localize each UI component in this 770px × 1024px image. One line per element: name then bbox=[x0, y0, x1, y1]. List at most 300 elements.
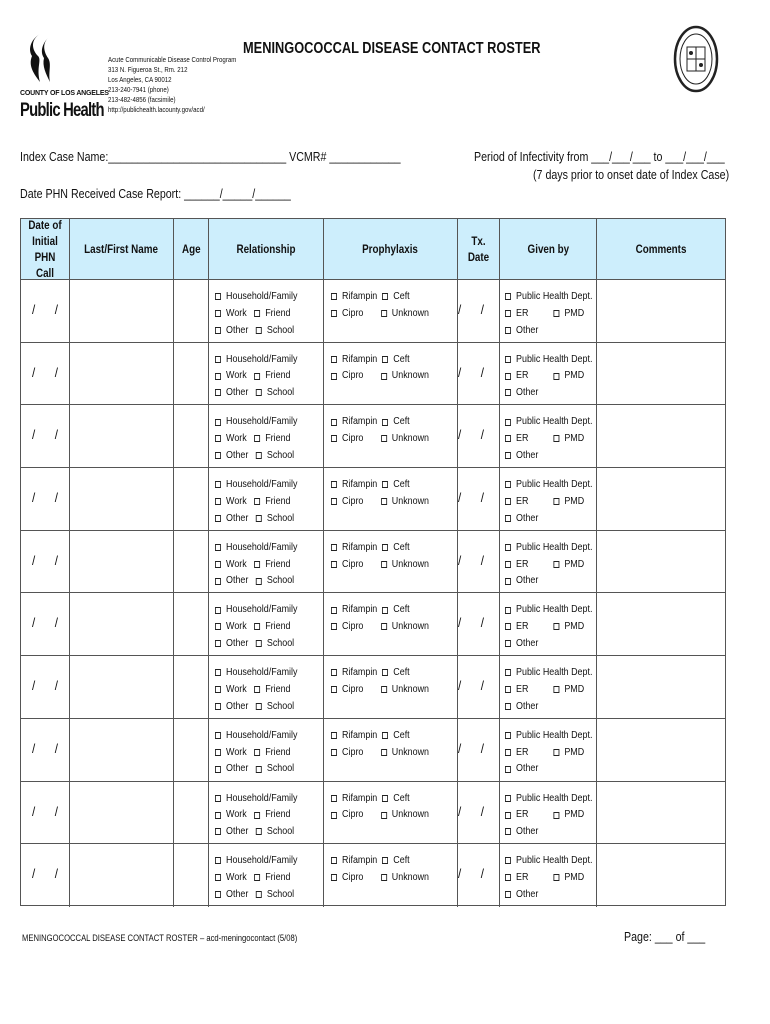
comments-cell[interactable] bbox=[597, 280, 725, 342]
checkbox-icon[interactable] bbox=[254, 623, 260, 630]
checkbox-option[interactable] bbox=[215, 385, 248, 401]
comments-cell[interactable] bbox=[597, 719, 725, 781]
checkbox-option[interactable] bbox=[331, 745, 363, 761]
checkbox-option[interactable] bbox=[505, 573, 538, 589]
name-cell[interactable] bbox=[70, 593, 174, 655]
age-cell[interactable] bbox=[174, 656, 209, 718]
checkbox-option[interactable] bbox=[381, 870, 429, 886]
checkbox-option[interactable] bbox=[505, 540, 592, 556]
checkbox-icon[interactable] bbox=[553, 812, 559, 819]
checkbox-icon[interactable] bbox=[505, 310, 511, 317]
checkbox-option[interactable] bbox=[381, 306, 429, 322]
checkbox-icon[interactable] bbox=[505, 607, 511, 614]
checkbox-option[interactable] bbox=[331, 557, 363, 573]
checkbox-option[interactable] bbox=[505, 352, 592, 368]
phn-received-line[interactable]: Date PHN Received Case Report: ______/_____/______ bbox=[20, 186, 291, 201]
checkbox-icon[interactable] bbox=[215, 607, 221, 614]
checkbox-icon[interactable] bbox=[256, 327, 262, 334]
age-cell[interactable] bbox=[174, 782, 209, 844]
checkbox-option[interactable] bbox=[505, 665, 592, 681]
date-blank[interactable]: / / bbox=[32, 615, 59, 631]
name-cell[interactable] bbox=[70, 719, 174, 781]
index-case-line[interactable]: Index Case Name:______________________________ VCMR# ____________ bbox=[20, 149, 401, 164]
checkbox-option[interactable] bbox=[553, 619, 584, 635]
checkbox-icon[interactable] bbox=[505, 356, 511, 363]
checkbox-option[interactable] bbox=[382, 289, 409, 305]
checkbox-icon[interactable] bbox=[331, 544, 337, 551]
checkbox-option[interactable] bbox=[505, 791, 592, 807]
checkbox-icon[interactable] bbox=[382, 419, 388, 426]
checkbox-option[interactable] bbox=[215, 791, 297, 807]
checkbox-option[interactable] bbox=[215, 511, 248, 527]
checkbox-icon[interactable] bbox=[215, 561, 221, 568]
date-blank[interactable]: / / bbox=[32, 552, 59, 568]
checkbox-icon[interactable] bbox=[505, 766, 511, 773]
checkbox-option[interactable] bbox=[381, 807, 429, 823]
checkbox-icon[interactable] bbox=[381, 812, 387, 819]
checkbox-option[interactable] bbox=[256, 385, 294, 401]
name-cell[interactable] bbox=[70, 343, 174, 405]
checkbox-icon[interactable] bbox=[382, 481, 388, 488]
checkbox-icon[interactable] bbox=[331, 481, 337, 488]
checkbox-option[interactable] bbox=[331, 368, 363, 384]
checkbox-icon[interactable] bbox=[505, 561, 511, 568]
checkbox-option[interactable] bbox=[505, 870, 528, 886]
age-cell[interactable] bbox=[174, 844, 209, 907]
checkbox-icon[interactable] bbox=[382, 607, 388, 614]
checkbox-option[interactable] bbox=[505, 619, 528, 635]
checkbox-option[interactable] bbox=[553, 557, 584, 573]
checkbox-icon[interactable] bbox=[215, 812, 221, 819]
checkbox-icon[interactable] bbox=[382, 795, 388, 802]
checkbox-option[interactable] bbox=[553, 870, 584, 886]
checkbox-icon[interactable] bbox=[215, 419, 221, 426]
checkbox-icon[interactable] bbox=[215, 766, 221, 773]
checkbox-option[interactable] bbox=[256, 824, 294, 840]
checkbox-icon[interactable] bbox=[256, 389, 262, 396]
checkbox-option[interactable] bbox=[215, 665, 297, 681]
checkbox-option[interactable] bbox=[382, 791, 409, 807]
checkbox-icon[interactable] bbox=[215, 481, 221, 488]
checkbox-option[interactable] bbox=[254, 619, 290, 635]
age-cell[interactable] bbox=[174, 405, 209, 467]
checkbox-icon[interactable] bbox=[331, 874, 337, 881]
checkbox-icon[interactable] bbox=[215, 623, 221, 630]
checkbox-option[interactable] bbox=[382, 540, 409, 556]
checkbox-option[interactable] bbox=[381, 368, 429, 384]
checkbox-icon[interactable] bbox=[331, 435, 337, 442]
checkbox-option[interactable] bbox=[215, 477, 297, 493]
date-blank[interactable]: / / bbox=[32, 740, 59, 756]
checkbox-option[interactable] bbox=[505, 636, 538, 652]
checkbox-option[interactable] bbox=[256, 699, 294, 715]
checkbox-icon[interactable] bbox=[505, 795, 511, 802]
checkbox-icon[interactable] bbox=[381, 874, 387, 881]
checkbox-option[interactable] bbox=[215, 824, 248, 840]
comments-cell[interactable] bbox=[597, 782, 725, 844]
checkbox-option[interactable] bbox=[505, 745, 528, 761]
checkbox-icon[interactable] bbox=[381, 686, 387, 693]
checkbox-icon[interactable] bbox=[505, 703, 511, 710]
checkbox-option[interactable] bbox=[331, 791, 377, 807]
checkbox-icon[interactable] bbox=[331, 857, 337, 864]
checkbox-icon[interactable] bbox=[215, 498, 221, 505]
checkbox-icon[interactable] bbox=[505, 857, 511, 864]
checkbox-icon[interactable] bbox=[215, 828, 221, 835]
comments-cell[interactable] bbox=[597, 593, 725, 655]
checkbox-icon[interactable] bbox=[331, 293, 337, 300]
checkbox-icon[interactable] bbox=[553, 686, 559, 693]
age-cell[interactable] bbox=[174, 593, 209, 655]
checkbox-option[interactable] bbox=[215, 414, 297, 430]
checkbox-option[interactable] bbox=[215, 745, 247, 761]
checkbox-option[interactable] bbox=[331, 352, 377, 368]
checkbox-option[interactable] bbox=[254, 745, 290, 761]
checkbox-option[interactable] bbox=[505, 682, 528, 698]
checkbox-option[interactable] bbox=[331, 870, 363, 886]
checkbox-icon[interactable] bbox=[553, 373, 559, 380]
checkbox-icon[interactable] bbox=[215, 452, 221, 459]
date-blank[interactable]: / / bbox=[32, 678, 59, 694]
checkbox-icon[interactable] bbox=[256, 452, 262, 459]
checkbox-option[interactable] bbox=[381, 557, 429, 573]
checkbox-option[interactable] bbox=[215, 494, 247, 510]
checkbox-option[interactable] bbox=[553, 431, 584, 447]
checkbox-icon[interactable] bbox=[505, 578, 511, 585]
txdate-blank[interactable]: / / bbox=[458, 427, 485, 443]
checkbox-option[interactable] bbox=[505, 761, 538, 777]
checkbox-icon[interactable] bbox=[382, 857, 388, 864]
checkbox-option[interactable] bbox=[256, 573, 294, 589]
checkbox-icon[interactable] bbox=[254, 686, 260, 693]
checkbox-option[interactable] bbox=[215, 807, 247, 823]
checkbox-option[interactable] bbox=[382, 414, 409, 430]
checkbox-icon[interactable] bbox=[256, 578, 262, 585]
checkbox-icon[interactable] bbox=[254, 749, 260, 756]
checkbox-icon[interactable] bbox=[381, 498, 387, 505]
checkbox-option[interactable] bbox=[331, 619, 363, 635]
checkbox-icon[interactable] bbox=[215, 327, 221, 334]
checkbox-option[interactable] bbox=[331, 853, 377, 869]
checkbox-icon[interactable] bbox=[505, 293, 511, 300]
checkbox-option[interactable] bbox=[382, 728, 409, 744]
checkbox-icon[interactable] bbox=[215, 686, 221, 693]
checkbox-icon[interactable] bbox=[215, 310, 221, 317]
checkbox-icon[interactable] bbox=[331, 795, 337, 802]
checkbox-option[interactable] bbox=[505, 289, 592, 305]
checkbox-icon[interactable] bbox=[215, 544, 221, 551]
checkbox-icon[interactable] bbox=[505, 481, 511, 488]
checkbox-icon[interactable] bbox=[215, 373, 221, 380]
name-cell[interactable] bbox=[70, 468, 174, 530]
checkbox-option[interactable] bbox=[505, 807, 528, 823]
checkbox-option[interactable] bbox=[215, 323, 248, 339]
checkbox-option[interactable] bbox=[381, 682, 429, 698]
checkbox-icon[interactable] bbox=[256, 828, 262, 835]
checkbox-option[interactable] bbox=[505, 887, 538, 903]
name-cell[interactable] bbox=[70, 531, 174, 593]
checkbox-icon[interactable] bbox=[254, 498, 260, 505]
txdate-blank[interactable]: / / bbox=[458, 615, 485, 631]
checkbox-option[interactable] bbox=[215, 682, 247, 698]
checkbox-icon[interactable] bbox=[215, 515, 221, 522]
checkbox-option[interactable] bbox=[215, 728, 297, 744]
checkbox-icon[interactable] bbox=[553, 874, 559, 881]
checkbox-icon[interactable] bbox=[382, 356, 388, 363]
checkbox-icon[interactable] bbox=[254, 874, 260, 881]
checkbox-icon[interactable] bbox=[215, 293, 221, 300]
checkbox-icon[interactable] bbox=[505, 544, 511, 551]
checkbox-icon[interactable] bbox=[505, 640, 511, 647]
checkbox-icon[interactable] bbox=[215, 356, 221, 363]
checkbox-option[interactable] bbox=[215, 870, 247, 886]
date-blank[interactable]: / / bbox=[32, 803, 59, 819]
checkbox-icon[interactable] bbox=[381, 373, 387, 380]
checkbox-icon[interactable] bbox=[331, 419, 337, 426]
txdate-blank[interactable]: / / bbox=[458, 490, 485, 506]
checkbox-option[interactable] bbox=[553, 745, 584, 761]
checkbox-option[interactable] bbox=[331, 477, 377, 493]
date-blank[interactable]: / / bbox=[32, 302, 59, 317]
checkbox-icon[interactable] bbox=[505, 389, 511, 396]
checkbox-option[interactable] bbox=[382, 853, 409, 869]
checkbox-option[interactable] bbox=[505, 728, 592, 744]
checkbox-icon[interactable] bbox=[381, 623, 387, 630]
checkbox-icon[interactable] bbox=[215, 857, 221, 864]
checkbox-option[interactable] bbox=[254, 807, 290, 823]
checkbox-icon[interactable] bbox=[331, 749, 337, 756]
checkbox-option[interactable] bbox=[254, 306, 290, 322]
age-cell[interactable] bbox=[174, 468, 209, 530]
txdate-blank[interactable]: / / bbox=[458, 302, 485, 317]
checkbox-icon[interactable] bbox=[553, 623, 559, 630]
checkbox-icon[interactable] bbox=[505, 373, 511, 380]
checkbox-option[interactable] bbox=[505, 477, 592, 493]
checkbox-option[interactable] bbox=[254, 557, 290, 573]
comments-cell[interactable] bbox=[597, 531, 725, 593]
comments-cell[interactable] bbox=[597, 656, 725, 718]
checkbox-icon[interactable] bbox=[331, 669, 337, 676]
txdate-blank[interactable]: / / bbox=[458, 552, 485, 568]
checkbox-icon[interactable] bbox=[256, 766, 262, 773]
checkbox-icon[interactable] bbox=[505, 732, 511, 739]
checkbox-icon[interactable] bbox=[215, 703, 221, 710]
checkbox-icon[interactable] bbox=[382, 293, 388, 300]
checkbox-option[interactable] bbox=[215, 557, 247, 573]
checkbox-option[interactable] bbox=[256, 511, 294, 527]
checkbox-option[interactable] bbox=[553, 682, 584, 698]
checkbox-option[interactable] bbox=[505, 511, 538, 527]
checkbox-option[interactable] bbox=[256, 887, 294, 903]
txdate-blank[interactable]: / / bbox=[458, 678, 485, 694]
name-cell[interactable] bbox=[70, 656, 174, 718]
checkbox-option[interactable] bbox=[215, 540, 297, 556]
period-of-infectivity[interactable]: Period of Infectivity from ___/___/___ to ___/___/___ bbox=[474, 149, 725, 164]
checkbox-icon[interactable] bbox=[254, 435, 260, 442]
checkbox-icon[interactable] bbox=[553, 435, 559, 442]
checkbox-option[interactable] bbox=[553, 494, 584, 510]
checkbox-icon[interactable] bbox=[256, 640, 262, 647]
checkbox-icon[interactable] bbox=[331, 561, 337, 568]
checkbox-option[interactable] bbox=[382, 602, 409, 618]
age-cell[interactable] bbox=[174, 531, 209, 593]
txdate-blank[interactable]: / / bbox=[458, 866, 485, 882]
checkbox-icon[interactable] bbox=[553, 310, 559, 317]
checkbox-icon[interactable] bbox=[256, 703, 262, 710]
checkbox-icon[interactable] bbox=[215, 640, 221, 647]
checkbox-option[interactable] bbox=[256, 636, 294, 652]
checkbox-option[interactable] bbox=[382, 665, 409, 681]
checkbox-icon[interactable] bbox=[215, 749, 221, 756]
checkbox-option[interactable] bbox=[331, 602, 377, 618]
checkbox-icon[interactable] bbox=[382, 669, 388, 676]
checkbox-icon[interactable] bbox=[553, 498, 559, 505]
checkbox-icon[interactable] bbox=[215, 669, 221, 676]
checkbox-icon[interactable] bbox=[505, 419, 511, 426]
checkbox-icon[interactable] bbox=[505, 498, 511, 505]
checkbox-icon[interactable] bbox=[505, 686, 511, 693]
checkbox-option[interactable] bbox=[505, 414, 592, 430]
checkbox-icon[interactable] bbox=[331, 686, 337, 693]
checkbox-icon[interactable] bbox=[331, 812, 337, 819]
checkbox-option[interactable] bbox=[382, 352, 409, 368]
date-blank[interactable]: / / bbox=[32, 866, 59, 882]
checkbox-option[interactable] bbox=[331, 665, 377, 681]
checkbox-option[interactable] bbox=[331, 540, 377, 556]
checkbox-icon[interactable] bbox=[331, 356, 337, 363]
checkbox-option[interactable] bbox=[553, 306, 584, 322]
checkbox-icon[interactable] bbox=[215, 435, 221, 442]
date-blank[interactable]: / / bbox=[32, 364, 59, 380]
checkbox-option[interactable] bbox=[331, 289, 377, 305]
txdate-blank[interactable]: / / bbox=[458, 740, 485, 756]
checkbox-option[interactable] bbox=[254, 494, 290, 510]
checkbox-icon[interactable] bbox=[331, 310, 337, 317]
txdate-blank[interactable]: / / bbox=[458, 803, 485, 819]
checkbox-icon[interactable] bbox=[215, 891, 221, 898]
checkbox-icon[interactable] bbox=[505, 623, 511, 630]
checkbox-option[interactable] bbox=[215, 636, 248, 652]
checkbox-icon[interactable] bbox=[331, 373, 337, 380]
checkbox-option[interactable] bbox=[254, 682, 290, 698]
date-blank[interactable]: / / bbox=[32, 427, 59, 443]
age-cell[interactable] bbox=[174, 280, 209, 342]
comments-cell[interactable] bbox=[597, 405, 725, 467]
checkbox-option[interactable] bbox=[505, 431, 528, 447]
checkbox-option[interactable] bbox=[256, 448, 294, 464]
checkbox-icon[interactable] bbox=[381, 749, 387, 756]
checkbox-icon[interactable] bbox=[254, 812, 260, 819]
checkbox-icon[interactable] bbox=[381, 310, 387, 317]
checkbox-icon[interactable] bbox=[254, 373, 260, 380]
checkbox-icon[interactable] bbox=[505, 435, 511, 442]
checkbox-option[interactable] bbox=[215, 448, 248, 464]
name-cell[interactable] bbox=[70, 844, 174, 907]
checkbox-option[interactable] bbox=[553, 807, 584, 823]
checkbox-option[interactable] bbox=[553, 368, 584, 384]
checkbox-icon[interactable] bbox=[331, 498, 337, 505]
checkbox-icon[interactable] bbox=[505, 749, 511, 756]
checkbox-icon[interactable] bbox=[505, 828, 511, 835]
checkbox-icon[interactable] bbox=[505, 812, 511, 819]
checkbox-option[interactable] bbox=[254, 368, 290, 384]
page-number-field[interactable]: Page: ___ of ___ bbox=[624, 929, 706, 944]
checkbox-icon[interactable] bbox=[215, 795, 221, 802]
checkbox-option[interactable] bbox=[331, 431, 363, 447]
checkbox-option[interactable] bbox=[331, 807, 363, 823]
checkbox-option[interactable] bbox=[505, 557, 528, 573]
checkbox-icon[interactable] bbox=[215, 578, 221, 585]
checkbox-option[interactable] bbox=[215, 368, 247, 384]
checkbox-option[interactable] bbox=[505, 602, 592, 618]
checkbox-icon[interactable] bbox=[381, 561, 387, 568]
checkbox-option[interactable] bbox=[215, 573, 248, 589]
checkbox-option[interactable] bbox=[331, 494, 363, 510]
checkbox-option[interactable] bbox=[505, 824, 538, 840]
age-cell[interactable] bbox=[174, 719, 209, 781]
name-cell[interactable] bbox=[70, 782, 174, 844]
checkbox-option[interactable] bbox=[215, 306, 247, 322]
checkbox-option[interactable] bbox=[254, 431, 290, 447]
checkbox-option[interactable] bbox=[215, 761, 248, 777]
name-cell[interactable] bbox=[70, 405, 174, 467]
checkbox-icon[interactable] bbox=[505, 515, 511, 522]
checkbox-icon[interactable] bbox=[382, 732, 388, 739]
checkbox-option[interactable] bbox=[505, 448, 538, 464]
checkbox-option[interactable] bbox=[256, 323, 294, 339]
checkbox-icon[interactable] bbox=[215, 389, 221, 396]
checkbox-icon[interactable] bbox=[505, 327, 511, 334]
checkbox-option[interactable] bbox=[215, 619, 247, 635]
checkbox-option[interactable] bbox=[256, 761, 294, 777]
comments-cell[interactable] bbox=[597, 343, 725, 405]
checkbox-icon[interactable] bbox=[381, 435, 387, 442]
checkbox-option[interactable] bbox=[215, 853, 297, 869]
checkbox-option[interactable] bbox=[215, 289, 297, 305]
checkbox-option[interactable] bbox=[215, 352, 297, 368]
checkbox-icon[interactable] bbox=[505, 669, 511, 676]
checkbox-option[interactable] bbox=[381, 745, 429, 761]
checkbox-option[interactable] bbox=[505, 853, 592, 869]
date-blank[interactable]: / / bbox=[32, 490, 59, 506]
checkbox-icon[interactable] bbox=[331, 607, 337, 614]
checkbox-option[interactable] bbox=[505, 385, 538, 401]
checkbox-icon[interactable] bbox=[331, 732, 337, 739]
checkbox-option[interactable] bbox=[505, 368, 528, 384]
checkbox-option[interactable] bbox=[215, 887, 248, 903]
checkbox-option[interactable] bbox=[505, 699, 538, 715]
checkbox-option[interactable] bbox=[331, 682, 363, 698]
checkbox-icon[interactable] bbox=[331, 623, 337, 630]
checkbox-icon[interactable] bbox=[215, 732, 221, 739]
comments-cell[interactable] bbox=[597, 468, 725, 530]
checkbox-option[interactable] bbox=[215, 699, 248, 715]
checkbox-icon[interactable] bbox=[254, 561, 260, 568]
checkbox-icon[interactable] bbox=[505, 891, 511, 898]
checkbox-option[interactable] bbox=[254, 870, 290, 886]
checkbox-icon[interactable] bbox=[382, 544, 388, 551]
checkbox-icon[interactable] bbox=[505, 452, 511, 459]
checkbox-option[interactable] bbox=[382, 477, 409, 493]
checkbox-option[interactable] bbox=[215, 602, 297, 618]
checkbox-option[interactable] bbox=[381, 494, 429, 510]
checkbox-option[interactable] bbox=[331, 728, 377, 744]
checkbox-option[interactable] bbox=[381, 619, 429, 635]
checkbox-icon[interactable] bbox=[505, 874, 511, 881]
checkbox-icon[interactable] bbox=[256, 891, 262, 898]
checkbox-icon[interactable] bbox=[215, 874, 221, 881]
checkbox-icon[interactable] bbox=[254, 310, 260, 317]
